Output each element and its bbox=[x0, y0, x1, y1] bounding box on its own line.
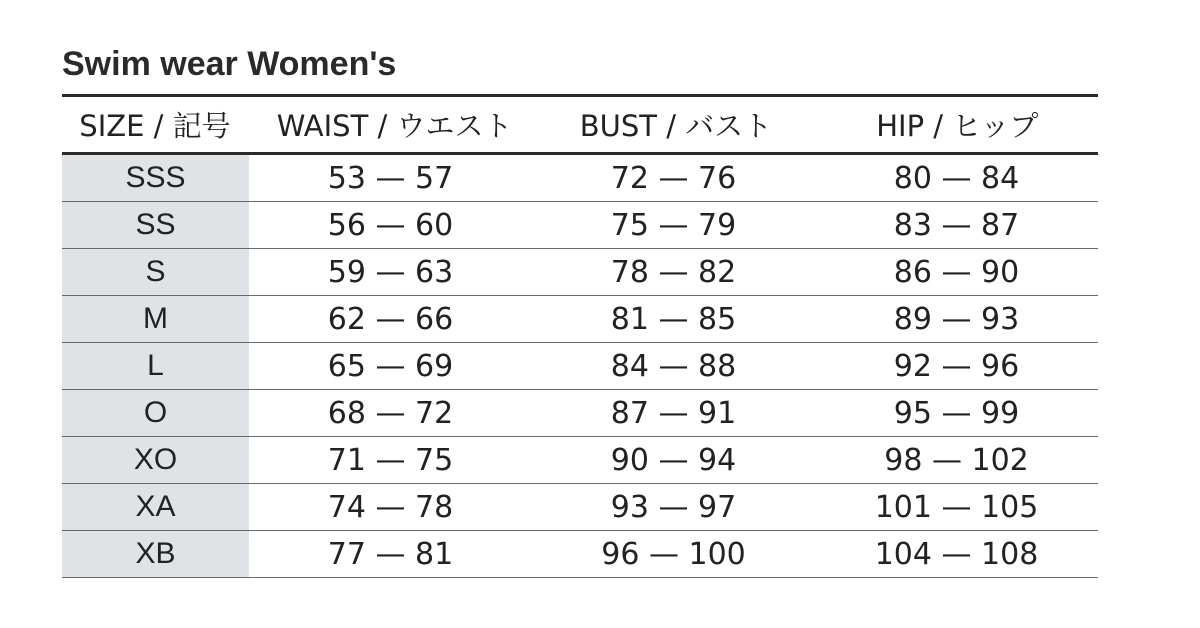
waist-cell: 71 — 75 bbox=[327, 442, 454, 478]
table-row bbox=[62, 437, 1098, 484]
bust-cell: 96 — 100 bbox=[601, 536, 746, 572]
hip-cell: 98 — 102 bbox=[884, 442, 1029, 478]
bust-cell: 93 — 97 bbox=[610, 489, 737, 525]
size-cell: S bbox=[62, 249, 249, 295]
hip-cell: 104 — 108 bbox=[874, 536, 1039, 572]
waist-cell: 62 — 66 bbox=[327, 301, 454, 337]
waist-cell: 68 — 72 bbox=[327, 395, 454, 431]
header-waist: WAIST / ウエスト bbox=[276, 109, 513, 143]
size-cell: O bbox=[62, 390, 249, 436]
size-cell: SS bbox=[62, 202, 249, 248]
size-cell: XA bbox=[62, 484, 249, 530]
bust-cell: 75 — 79 bbox=[610, 207, 737, 243]
table-header-row bbox=[62, 97, 1098, 155]
hip-cell: 92 — 96 bbox=[893, 348, 1020, 384]
table-row bbox=[62, 296, 1098, 343]
hip-cell: 83 — 87 bbox=[893, 207, 1020, 243]
bust-cell: 87 — 91 bbox=[610, 395, 737, 431]
bust-cell: 72 — 76 bbox=[610, 160, 737, 196]
waist-cell: 65 — 69 bbox=[327, 348, 454, 384]
waist-cell: 77 — 81 bbox=[327, 536, 454, 572]
header-bust: BUST / バスト bbox=[579, 109, 773, 143]
waist-cell: 56 — 60 bbox=[327, 207, 454, 243]
waist-cell: 53 — 57 bbox=[327, 160, 454, 196]
hip-cell: 80 — 84 bbox=[893, 160, 1020, 196]
hip-cell: 89 — 93 bbox=[893, 301, 1020, 337]
table-row bbox=[62, 249, 1098, 296]
size-cell: L bbox=[62, 343, 249, 389]
table-row bbox=[62, 155, 1098, 202]
table-row bbox=[62, 390, 1098, 437]
page-title: Swim wear Women's bbox=[62, 45, 397, 83]
hip-cell: 95 — 99 bbox=[893, 395, 1020, 431]
table-row bbox=[62, 202, 1098, 249]
bust-cell: 90 — 94 bbox=[610, 442, 737, 478]
table-row bbox=[62, 343, 1098, 390]
size-chart-table bbox=[62, 94, 1098, 578]
size-cell: XO bbox=[62, 437, 249, 483]
hip-cell: 101 — 105 bbox=[874, 489, 1039, 525]
waist-cell: 59 — 63 bbox=[327, 254, 454, 290]
bust-cell: 78 — 82 bbox=[610, 254, 737, 290]
bust-cell: 81 — 85 bbox=[610, 301, 737, 337]
size-cell: XB bbox=[62, 531, 249, 577]
header-hip: HIP / ヒップ bbox=[876, 109, 1039, 143]
header-size: SIZE / 記号 bbox=[79, 109, 231, 143]
bust-cell: 84 — 88 bbox=[610, 348, 737, 384]
waist-cell: 74 — 78 bbox=[327, 489, 454, 525]
table-row bbox=[62, 531, 1098, 578]
table-row bbox=[62, 484, 1098, 531]
size-cell: SSS bbox=[62, 155, 249, 201]
hip-cell: 86 — 90 bbox=[893, 254, 1020, 290]
size-cell: M bbox=[62, 296, 249, 342]
